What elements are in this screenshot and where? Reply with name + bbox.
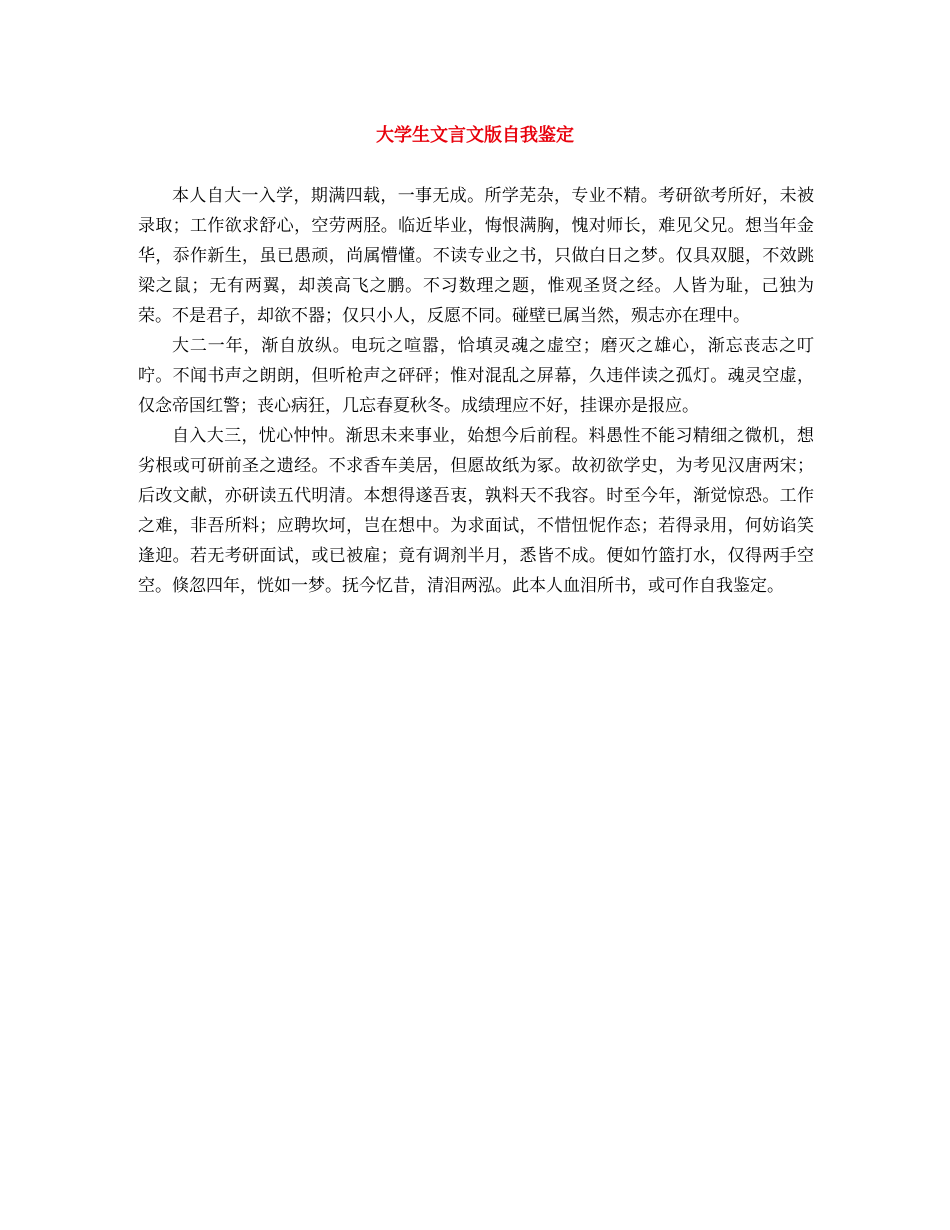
paragraph-1: 本人自大一入学，期满四载，一事无成。所学芜杂，专业不精。考研欲考所好，未被录取；工作欲求舒心，空劳两胫。临近毕业，悔恨满胸，愧对师长，难见父兄。想当年金华，忝作新生，虽已愚顽，尚属懵懂。不读专业之书，只做白日之梦。仅具双腿，不效跳梁之鼠；无有两翼，却羡高飞之鹏。不习数理之题，惟观圣贤之经。人皆为耻，己独为荣。不是君子，却欲不器；仅只小人，反愿不同。碰壁已属当然，殒志亦在理中。 — [138, 186, 814, 326]
document-title: 大学生文言文版自我鉴定 — [376, 125, 574, 146]
document-body — [138, 181, 814, 601]
paragraph-2: 大二一年，渐自放纵。电玩之喧嚣，恰填灵魂之虚空；磨灭之雄心，渐忘丧志之叮咛。不闻书声之朗朗，但听枪声之砰砰；惟对混乱之屏幕，久违伴读之孤灯。魂灵空虚，仅念帝国红警；丧心病狂，几忘春夏秋冬。成绩理应不好，挂课亦是报应。 — [138, 336, 814, 416]
paragraph-3: 自入大三，忧心忡忡。渐思未来事业，始想今后前程。料愚性不能习精细之微机，想劣根或可研前圣之遗经。不求香车美居，但愿故纸为冢。故初欲学史，为考见汉唐两宋；后改文献，亦研读五代明清。本想得遂吾衷，孰料天不我容。时至今年，渐觉惊恐。工作之难，非吾所料；应聘坎坷，岂在想中。为求面试，不惜忸怩作态；若得录用，何妨谄笑逢迎。若无考研面试，或已被雇；竟有调剂半月，悉皆不成。便如竹篮打水，仅得两手空空。倏忽四年，恍如一梦。抚今忆昔，清泪两泓。此本人血泪所书，或可作自我鉴定。 — [138, 426, 814, 596]
